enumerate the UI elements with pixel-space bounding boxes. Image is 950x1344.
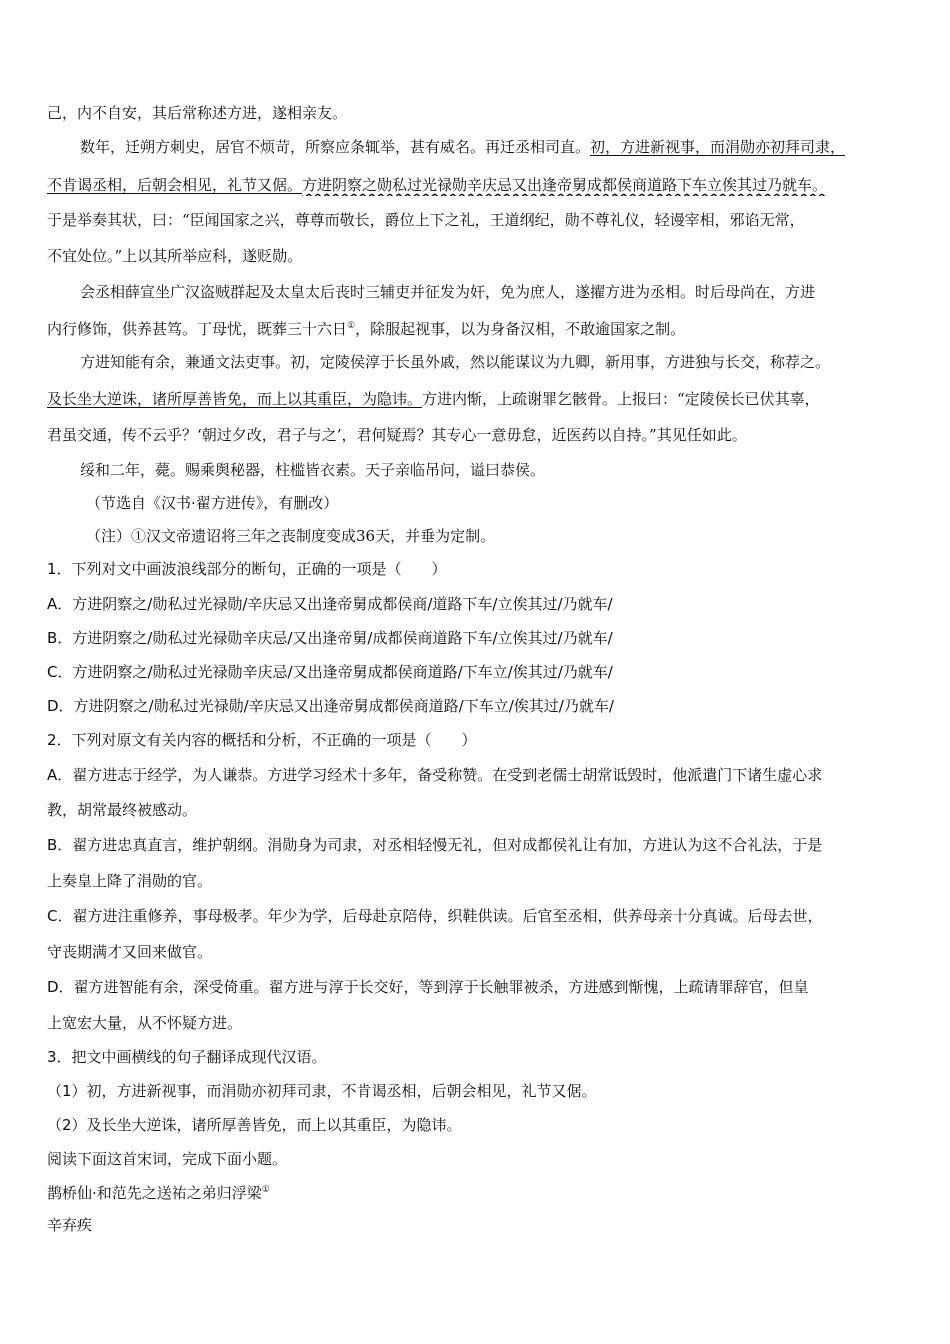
question-3-stem: 3．把文中画横线的句子翻译成现代汉语。	[47, 1048, 327, 1066]
passage-paragraph-1-line-4: 不宜处位。”上以其所举应科，遂贬勋。	[47, 247, 303, 265]
question-1-option-a: A．方进阴察之/勋私过光禄勋/辛庆忌又出逢帝舅成都侯商/道路下车/立俟其过/乃就车/	[47, 595, 613, 613]
question-2-option-a-line-1: A．翟方进志于经学，为人谦恭。方进学习经术十多年，备受称赞。在受到老儒士胡常诋毁时，他派遣门下诸生虚心求	[47, 766, 823, 784]
passage-source: （节选自《汉书·翟方进传》，有删改）	[86, 494, 339, 512]
passage-note: （注）①汉文帝遗诏将三年之丧制度变成36天，并垂为定制。	[86, 527, 496, 545]
passage-paragraph-1-line-3: 于是举奏其状，曰：“臣闻国家之兴，尊尊而敬长，爵位上下之礼，王道纲纪，勋不尊礼仪，轻谩宰相，邪谄无常，	[47, 211, 805, 229]
question-2-option-d-line-2: 上宽宏大量，从不怀疑方进。	[47, 1014, 243, 1032]
passage-paragraph-1-line-2	[47, 174, 907, 196]
wavy-underlined-sentence: 方进阴察之勋私过光禄勋辛庆忌又出逢帝舅成都侯商道路下车立俟其过乃就车。	[302, 176, 828, 194]
passage-paragraph-3-line-1: 方进知能有余，兼通文法吏事。初，定陵侯淳于长虽外戚，然以能谋议为九卿，新用事，方进独与长交，称荐之。	[80, 353, 831, 371]
passage-paragraph-2-line-2: 内行修饰，供养甚笃。丁母忧，既葬三十六日①，除服起视事，以为身备汉相，不敢逾国家之制。	[47, 320, 686, 338]
question-2-option-c-line-2: 守丧期满才又回来做官。	[47, 943, 213, 961]
passage-line: 己，内不自安，其后常称述方进，遂相亲友。	[47, 104, 348, 122]
passage-paragraph-2-line-1: 会丞相薛宣坐广汉盗贼群起及太皇太后丧时三辅吏并征发为奸，免为庶人，遂擢方进为丞相。时后母尚在，方进	[80, 283, 816, 301]
underlined-sentence-1-cont: 不肯谒丞相，后朝会相见，礼节又倨。	[47, 176, 303, 194]
underlined-sentence-1: 初，方进新视事，而涓勋亦初拜司隶，	[590, 138, 846, 156]
footnote-marker: ①	[347, 321, 356, 331]
question-2-option-b-line-1: B．翟方进忠真直言，维护朝纲。涓勋身为司隶，对丞相轻慢无礼，但对成都侯礼让有加，方进认为这不合礼法，于是	[47, 836, 823, 854]
passage-paragraph-3-line-2: 及长坐大逆诛，诸所厚善皆免，而上以其重臣，为隐讳。方进内惭，上疏谢罪乞骸骨。上报曰：“定陵侯长已伏其辜，	[47, 390, 820, 408]
question-2-stem: 2．下列对原文有关内容的概括和分析，不正确的一项是（ ）	[47, 731, 477, 749]
passage-paragraph-3-line-3: 君虽交通，传不云乎？‘朝过夕改，君子与之’，君何疑焉？其专心一意毋怠，近医药以自持。”其见任如此。	[47, 426, 747, 444]
question-1-option-b: B．方进阴察之/勋私过光禄勋辛庆忌/又出逢帝舅/成都侯商道路下车/立俟其过/乃就车/	[47, 629, 613, 647]
question-2-option-d-line-1: D．翟方进智能有余，深受倚重。翟方进与淳于长交好，等到淳于长触罪被杀，方进感到惭愧，上疏请罪辞官，但皇	[47, 978, 809, 996]
poem-author: 辛弃疾	[47, 1216, 93, 1234]
passage-paragraph-1-line-1: 数年，迁朔方刺史，居官不烦苛，所察应条辄举，甚有威名。再迁丞相司直。初，方进新视事，而涓勋亦初拜司隶，	[80, 138, 846, 156]
question-3-sentence-2: （2）及长坐大逆诛，诸所厚善皆免，而上以其重臣，为隐讳。	[47, 1116, 462, 1134]
question-2-option-a-line-2: 教，胡常最终被感动。	[47, 801, 198, 819]
question-3-sentence-1: （1）初，方进新视事，而涓勋亦初拜司隶，不肯谒丞相，后朝会相见，礼节又倨。	[47, 1082, 597, 1100]
question-2-option-b-line-2: 上奏皇上降了涓勋的官。	[47, 872, 213, 890]
question-1-option-d: D．方进阴察之/勋私过光禄勋/辛庆忌又出逢帝舅成都侯商道路/下车立/俟其过/乃就车/	[47, 697, 614, 715]
footnote-marker: ①	[261, 1185, 270, 1195]
underlined-sentence-2: 及长坐大逆诛，诸所厚善皆免，而上以其重臣，为隐讳。	[47, 390, 423, 408]
poem-intro: 阅读下面这首宋词，完成下面小题。	[47, 1150, 288, 1168]
question-2-option-c-line-1: C．翟方进注重修养，事母极孝。年少为学，后母赴京陪侍，织鞋供读。后官至丞相，供养母亲十分真诚。后母去世，	[47, 907, 823, 925]
question-1-stem: 1．下列对文中画波浪线部分的断句，正确的一项是（ ）	[47, 560, 447, 578]
question-1-option-c: C．方进阴察之/勋私过光禄勋辛庆忌/又出逢帝舅成都侯商道路/下车立/俟其过/乃就车/	[47, 663, 613, 681]
passage-paragraph-4: 绥和二年，薨。赐乘舆秘器，柱槛皆衣素。天子亲临吊问，谥曰恭侯。	[80, 461, 546, 479]
poem-title: 鹊桥仙·和范先之送祐之弟归浮梁①	[47, 1184, 270, 1202]
